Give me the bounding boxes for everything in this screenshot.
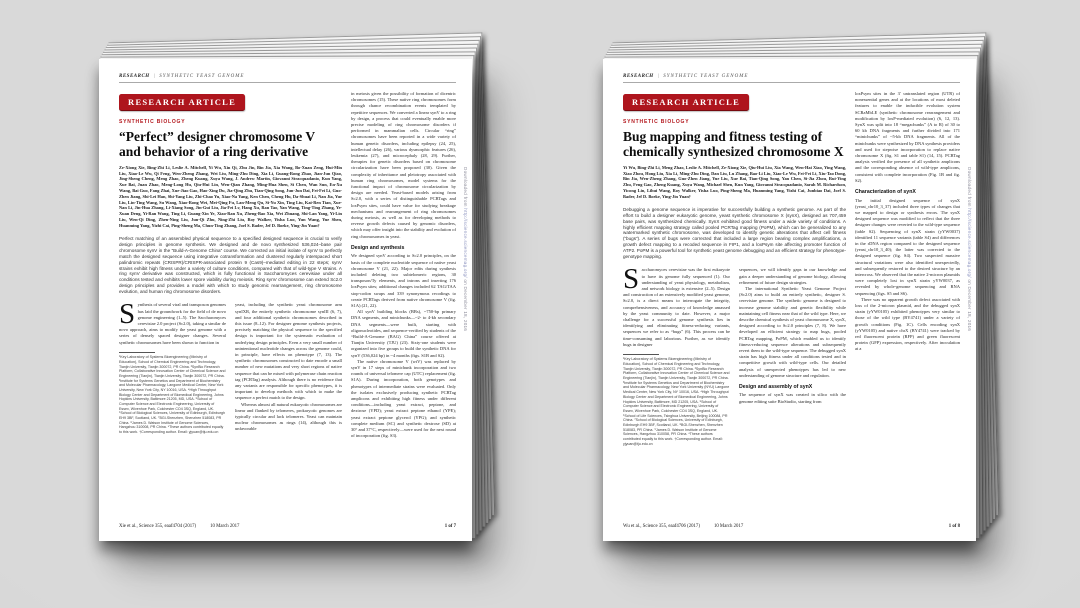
intro-columns: [119, 302, 342, 489]
section-heading-design-and-synthesis: Design and synthesis: [351, 244, 405, 251]
body-paragraph: sequences, we will identify gaps in our knowledge and gain a deeper understanding of genome biology, allowing refinement of future design strategies.: [739, 267, 846, 285]
page-number: 1 of 7: [444, 524, 456, 529]
intro-column-1: [119, 302, 226, 489]
journal-header: [119, 74, 456, 83]
download-watermark-post: on December 18, 2016: [967, 277, 972, 332]
page-footer: [119, 524, 456, 529]
research-article-badge: RESEARCH ARTICLE: [623, 94, 749, 111]
page-content: [603, 59, 976, 541]
intro-opening-paragraph: [119, 302, 226, 345]
section-kicker: SYNTHETIC BIOLOGY: [119, 118, 186, 125]
body-paragraph: The sequence of synX was created in silico with the genome editing suite BioStudio, starting from: [739, 392, 846, 404]
title-region: [623, 91, 846, 489]
download-watermark-url: http://science.sciencemag.org/: [463, 208, 468, 278]
download-watermark: [463, 167, 468, 331]
page-footer: [623, 524, 960, 529]
title-region: [119, 91, 342, 489]
footer-date: 10 March 2017: [713, 524, 744, 529]
body-paragraph: in meiosis given the possibility of formation of dicentric chromosomes (15). These native ring chromosomes form through chance recombination events templated by repetitive sequences. We converted a linear synV to a ring by design, a process that could eventually enable more precise modeling of ring chromosome disorders if performed in mammalian cells. Circular “ring” chromosomes have been reported in a wide variety of human genetic disorders, including epilepsy (24, 25), intellectual delay (26), various dysmorphic features (26), leukemia (27), and microcephaly (28, 29). Further, therapies for genetic disorders based on chromosome circularization have been proposed (30). Given the complexity of inheritance and pleiotropy associated with human ring chromosomes, model systems for the functional impact of chromosome circularization by design are needed. Yeast-based models arising from Sc2.0, with a series of distinguishable PCRTags and loxPsym sites, could have value for studying breakage mechanisms and rearrangement of ring chromosomes during meiosis, as well as for developing methods to reverse growth defects caused by genomic disorders, which may offer insight into the stability and evolution of ring chromosomes in yeast.: [351, 91, 456, 239]
journal-header-section: SYNTHETIC YEAST GENOME: [159, 74, 245, 79]
journal-header-section: SYNTHETIC YEAST GENOME: [663, 74, 749, 79]
page-columns: [119, 91, 456, 489]
section-heading-characterization: Characterization of synX: [855, 189, 916, 196]
affiliations-note: ¹Key Laboratory of Systems Bioengineering (Ministry of Education), School of Chemical Engineering and Technology, Tianjin University, Tianjin 300072, PR China. ²SynBio Research Platform, Collaborative Innovation Center of Chemical Science and Engineering (Tianjin), Tianjin University, Tianjin 300072, PR China. ³Institute for Systems Genetics and Department of Biochemistry and Molecular Pharmacology, Langone Medical Center, New York University, New York City, NY 10016, USA. ⁴High Throughput Biology Center and Department of Biomedical Engineering, Johns Hopkins University, Baltimore 21205, MD, USA. ⁵School of Computer Science and Electronic Engineering, University of Essex, Wivenhoe Park, Colchester CO4 3SQ, England, UK. ⁶School of Biological Sciences, University of Edinburgh, Edinburgh EH9 3BF, Scotland, UK. ⁷BGI-Shenzhen, Shenzhen 518083, PR China. ⁸James D. Watson Institute of Genome Sciences, Hangzhou 310008, PR China. *These authors contributed equally to this work. †Corresponding author. Email: yjyuan@tju.edu.cn: [119, 355, 226, 435]
footer-citation: Xie et al., Science 355, eaaf4704 (2017): [119, 524, 197, 529]
research-article-badge: RESEARCH ARTICLE: [119, 94, 245, 111]
paper-title-line2: chemically synthesized chromosome X: [623, 143, 844, 159]
intro-columns: [623, 267, 846, 489]
intro-paragraph-text: accharomyces cerevisiae was the first eukaryote to have its genome fully sequenced (1). Our understanding of yeast physiology, metabolism, and network biology is extensive (2–5). Design and construction of an extensively modified yeast genome, Sc2.0, is a direct means to interrogate the integrity, comprehensiveness, and accuracy of knowledge amassed by the yeast community to date. However, a major challenge for a successful genome synthesis lies in identifying and eliminating fitness-reducing variants, sequences we refer to as “bugs” (6). This process can be time-consuming and laborious. Further, as we identify bugs in designer: [623, 267, 730, 347]
intro-column-2: [235, 302, 342, 489]
paper-title-line1: “Perfect” designer chromosome V: [119, 128, 316, 144]
journal-header: [623, 74, 960, 83]
paper-title-line1: Bug mapping and fitness testing of: [623, 128, 823, 144]
paper-page-synv: [99, 59, 472, 541]
body-paragraph: The initial designed sequence of synX (yeast_chr10_3_37) included three types of changes that we mapped to design or synthesis errors. The synX designed sequence was modified to reflect that the three designer changes were reverted to the wild-type sequence (table S2). Sequencing of synX strain (yYW0037) identified 11 sequence variants (table S4) and differences in the rDNA region compared to the designed sequence (yeast_chr10_3_40); the latter was corrected to the designed sequence (fig. S4). Two suspected massive structural variations were also identified unexpectedly, and subsequently restored to the desired structure by an intercross. We observed that the native 2-micron plasmids were completely lost in synX strain yYW0037, as revealed by whole-genome sequencing and RNA sequencing (figs. S5 and S6).: [855, 197, 960, 296]
journal-header-divider: |: [657, 74, 660, 79]
section-heading-design-and-assembly: Design and assembly of synX: [739, 383, 813, 390]
right-body-column: [351, 91, 456, 489]
footer-citation: Wu et al., Science 355, eaaf4706 (2017): [623, 524, 700, 529]
body-paragraph: All synV building blocks (BBs), ~750-bp primary DNA segments, and minichunks—~2- to 4-kb secondary DNA segments—were built, starting with oligonucleotides, and sequence-verified by students of the “Build-A-Genome (BAG) China” course offered at Tianjin University (TJU) (23). Sixty-one students were organized into five groups to build the synthetic DNA for synV (536,024 bp) in ~4 months (figs. S1B and S2).: [351, 309, 456, 358]
affiliations-note: ¹Key Laboratory of Systems Bioengineering (Ministry of Education), School of Chemical Engineering and Technology, Tianjin University, Tianjin 300072, PR China. ²SynBio Research Platform, Collaborative Innovation Center of Chemical Science and Engineering (Tianjin), Tianjin University, Tianjin 300072, PR China. ³Institute for Systems Genetics and Department of Biochemistry and Molecular Pharmacology, New York University (NYU) Langone Medical Center, New York City, NY 10016, USA. ⁴High Throughput Biology Center and Department of Biomedical Engineering, Johns Hopkins University, Baltimore, MD 21205, USA. ⁵School of Computer Science and Electronic Engineering, University of Essex, Wivenhoe Park, Colchester CO4 3SQ, England, UK. ⁶School of Life Sciences, Tsinghua University, Beijing 100084, PR China. ⁷School of Biological Sciences, University of Edinburgh, Edinburgh EH9 3BF, Scotland, UK. ⁸BGI-Shenzhen, Shenzhen 518083, PR China. ⁹James D. Watson Institute of Genome Sciences, Hangzhou 310058, PR China. *These authors contributed equally to this work. †Corresponding author. Email: yjyuan@tju.edu.cn: [623, 357, 730, 446]
paper-title-line2: and behavior of a ring derivative: [119, 143, 309, 159]
author-list: Ze-Xiong Xie, Bing-Zhi Li, Leslie A. Mitchell, Yi Wu, Xin Qi, Zhu Jin, Bin Jia, Xia Wang, Bo-Xuan Zeng, Hui-Min Liu, Xiao-Le Wu, Qi Feng, Wen-Zheng Zhang, Wei Liu, Ming-Zhu Ding, Xia Li, Guang-Rong Zhao, Jian-Jun Qiao, Jing-Sheng Cheng, Meng Zhao, Zheng Kuang, Xuya Wang, J. Andrew Martin, Giovanni Stracquadanio, Kun Yang, Xue Bai, Juan Zhao, Meng-Long Hu, Qiu-Hui Lin, Wen-Qian Zhang, Ming-Hua Shen, Si Chen, Wan Sun, En-Xu Wang, Bai Guo, Fang Zhai, Xue-Jiao Gao, Hao-Xing Du, Jia-Qing Zhu, Tian-Qing Song, Jun-Jun Dai, Fei-Fei Li, Guo-Zhen Jiang, Shi-Lei Han, Shi-Yang Liu, Zhi-Chao Yu, Xiao-Na Yang, Ken Chen, Cheng Hu, Da-Shuai Li, Nan Jia, Yue Liu, Lin-Ting Wang, Su Wang, Xiao-Rong Wei, Mei-Qing Fu, Lan-Meng Qu, Si-Yu Xin, Ting Liu, Kai-Ren Tian, Xue-Nan Li, Jin-Hua Zhang, Li-Xiang Song, Jin-Gui Liu, Jia-Fei Lv, Hang Xu, Ran Tao, Yan Wang, Ting-Ting Zhang, Ye-Xuan Deng, Yi-Ran Wang, Ting Li, Guang-Xin Ye, Xiao-Ran Xu, Zheng-Bao Xia, Wei Zhuang, Shi-Lan Yang, Yi-Lin Liu, Wen-Qi Ding, Zhen-Ning Liu, Jun-Qi Zhu, Ning-Zhi Liu, Roy Walker, Yisha Luo, Yun Wang, Yue Shen, Huanming Yang, Yizhi Cai, Ping-Sheng Ma, Chun-Ting Zhang, Joel S. Bader, Jef D. Boeke, Ying-Jin Yuan†: [119, 164, 342, 228]
paper-stack-synv: [99, 59, 472, 541]
download-watermark-pre: Downloaded from: [463, 167, 468, 209]
abstract-text: Debugging a genome sequence is imperative for successfully building a synthetic genome. As part of the effort to build a designer eukaryotic genome, yeast synthetic chromosome X (synX), designed as 707,459 base pairs, was synthesized chemically. SynX exhibited good fitness under a wide variety of conditions. A highly efficient mapping strategy called pooled PCRTag mapping (PoPM), which can be generalized to any watermarked synthetic chromosome, was developed to identify genetic alterations that affect cell fitness (“bugs”). A series of bugs were corrected that included a large region bearing complex amplifications, a growth defect mapping to a recoded sequence in FIP1, and a loxPsym site affecting promoter function of ATP2. PoPM is a powerful tool for synthetic yeast genome debugging and an efficient strategy for phenotype-genotype mapping.: [623, 206, 846, 260]
paper-title: [119, 129, 342, 159]
journal-header-research: RESEARCH: [623, 74, 654, 79]
paper-stack-synx: [603, 59, 976, 541]
intro-paragraph-text: ynthesis of several viral and transposon genomes has laid the groundwork for the field of de novo genome engineering (1–5). The Saccharomyces cerevisiae 2.0 project (Sc2.0), taking a similar de novo approach, aims to modify the yeast genome with a series of densely spaced designer changes. Several synthetic chromosomes have been shown to function in: [119, 302, 226, 345]
download-watermark-url: http://science.sciencemag.org/: [967, 208, 972, 278]
intro-column-1: [623, 267, 730, 489]
footnote-rule: [623, 354, 659, 355]
download-watermark: [967, 167, 972, 331]
author-list: Yi Wu, Bing-Zhi Li, Meng Zhao, Leslie A. Mitchell, Ze-Xiong Xie, Qiu-Hui Liu, Xia Wang, Wen-Hai Xiao, Ying Wang, Xiao Zhou, Hong Liu, Xia Li, Ming-Zhu Ding, Dan Liu, Lu Zhang, Bao-Li Liu, Xiao-Le Wu, Fei-Fei Li, Xiu-Tao Dong, Bin Jia, Wen-Zheng Zhang, Guo-Zhen Jiang, Yue Liu, Xue Bai, Tian-Qing Song, Yan Chen, Si-Jia Zhou, Rui-Ying Zhu, Feng Gao, Zheng Kuang, Xuya Wang, Michael Shen, Kun Yang, Giovanni Stracquadanio, Sarah M. Richardson, Yicong Lin, Lihui Wang, Roy Walker, Yisha Luo, Ping-Sheng Ma, Huanming Yang, Yizhi Cai, Junbiao Dai, Joel S. Bader, Jef D. Boeke, Ying-Jin Yuan†: [623, 164, 846, 199]
page-columns: [623, 91, 960, 489]
right-body-column: [855, 91, 960, 489]
footer-date: 10 March 2017: [210, 524, 240, 529]
body-paragraph: The international Synthetic Yeast Genome Project (Sc2.0) aims to build an entirely synthetic, designer S. cerevisiae genome. The synthetic genome is designed to increase genome stability and genetic flexibility while maintaining cell fitness near that of the wild type. Here, we describe chemical synthesis of yeast chromosome X, synX, designed according to Sc2.0 principles (7, 8). We have developed an efficient strategy to map bugs, pooled PCRTag mapping, PoPM, which enabled us to identify fitness-reducing sequence alterations and subsequently revert them to the wild-type sequence. The debugged synX strain has high fitness under all conditions tested and in competitive growth with wild-type cells. Our detailed analysis of unexpected phenotypes has led to new understanding of genome structure and regulation.: [739, 285, 846, 378]
abstract-text: Perfect matching of an assembled physical sequence to a specified designed sequence is crucial to verify design principles in genome synthesis. We designed and de novo synthesized 536,024–base pair chromosome synV in the “Build-A-Genome China” course. We corrected an initial isolate of synV to perfectly match the designed sequence using integrative cotransformation and clustered regularly interspaced short palindromic repeats (CRISPR)/CRISPR-associated protein 9 (Cas9)–mediated editing in 22 steps; synV strains exhibit high fitness under a variety of culture conditions, compared with that of wild-type V strains. A ring synV derivative was constructed, which is fully functional in Saccharomyces cerevisiae under all conditions tested and exhibits lower spore viability during meiosis. Ring synV chromosome can extend Sc2.0 design principles and provides a model with which to study genomic rearrangement, ring chromosome evolution, and human ring chromosome disorders.: [119, 235, 342, 295]
dropcap-letter: S: [119, 302, 136, 331]
body-paragraph: The native chromosome V (wtV) was replaced by synV in 17 steps of minichunk incorporation and two rounds of universal telomere cap (UTC) replacement (fig. S1A). During incorporation, both genotypes and phenotypes of intermediate strains were evaluated. Only the isolates exclusively producing synthetic PCRTag amplicons and exhibiting high fitness under different conditions—including yeast extract, peptone, and dextrose (YPD); yeast extract peptone ethanol (YPE); yeast extract peptone glycerol (YPG); and synthetic complete medium (SC) and synthetic dextrose (SD) at 30° and 37°C, respectively—were used for the next round of incorporation (fig. S3).: [351, 358, 456, 439]
footnote-rule: [119, 352, 155, 353]
paper-page-synx: [603, 59, 976, 541]
page-number: 1 of 8: [948, 524, 960, 529]
journal-header-divider: |: [153, 74, 156, 79]
body-paragraph: Whereas almost all natural eukaryotic chromosomes are linear and flanked by telomeres, prokaryotic genomes are typically circular and lack telomeres. Yeast can maintain nuclear chromosomes as rings (14), although this is unfavorable: [235, 401, 342, 432]
intro-column-2: [739, 267, 846, 489]
body-paragraph: There was no apparent growth defect associated with loss of the 2-micron plasmid, and the debugged synX strain (yYW0105) exhibited phenotypes very similar to those of the wild type (BY4741) under a variety of growth conditions (Fig. 1C). Cells encoding synX (yYW0105) and native chrX (BY4741) were tracked by red fluorescent protein (RFP) and green fluorescent protein (GFP) expression, respectively. After inoculation at a: [855, 296, 960, 352]
journal-header-research: RESEARCH: [119, 74, 150, 79]
body-paragraph: yeast, including the synthetic yeast chromosome arm synIXR, the entirely synthetic chromosome synIII (6, 7), and four additional synthetic chromosomes described in this issue (8–12). For designer genome synthesis projects, precisely matching the physical sequence to the specified design is important for the systematic evaluation of underlying design principles. Even a very small number of unintentional nucleotide changes across the genome could, in principle, have effects on phenotype (7, 13). The synthetic chromosomes constructed to date encode a small number of new mutations and very short regions of native sequence that can be mixed with polymerase chain reaction tag (PCRTag) analysis. Although there is no evidence that any variants are responsible for specific phenotypes, it is important to develop methods with which to make the sequence a perfect match to the design.: [235, 302, 342, 401]
dropcap-letter: S: [623, 267, 640, 296]
download-watermark-post: on December 18, 2016: [463, 277, 468, 332]
body-paragraph: loxPsym sites in the 3′ untranslated region (UTR) of nonessential genes and at the locations of most deleted features to enable the inducible evolution system SCRaMbLE (synthetic chromosome rearrangement and modification by loxP-mediated evolution) (6, 12, 13). SynX was split into 18 “megachunks” (A to R) of 30 to 60 kb DNA fragments and further divided into 171 “minichunks” of ~5-kb DNA fragments. All of the minichunks were synthesized by DNA synthesis providers and used for stepwise incorporation to replace native chromosome X (fig. S1 and table S1) (14, 15). PCRTag analysis verified the presence of all synthetic amplicons and the corresponding absence of wild-type amplicons, consistent with complete incorporation (Fig. 1B and fig. S2).: [855, 91, 960, 183]
body-paragraph: We designed synV according to Sc2.0 principles, on the basis of the complete nucleotide sequence of native yeast chromosome V (21, 22). Major edits during synthesis included deleting two subtelomeric regions, 30 transposon/Ty elements, and introns and inserting 176 loxPsym sites; additional changes included 62 TAG/TAA stop-codon swaps and 339 synonymous recodings to create PCRTags derived from native chromosome V (fig. S1A) (21, 22).: [351, 253, 456, 308]
section-kicker: SYNTHETIC BIOLOGY: [623, 118, 690, 125]
paper-title: [623, 129, 846, 159]
intro-opening-paragraph: [623, 267, 730, 348]
page-content: [99, 59, 472, 541]
download-watermark-pre: Downloaded from: [967, 167, 972, 209]
